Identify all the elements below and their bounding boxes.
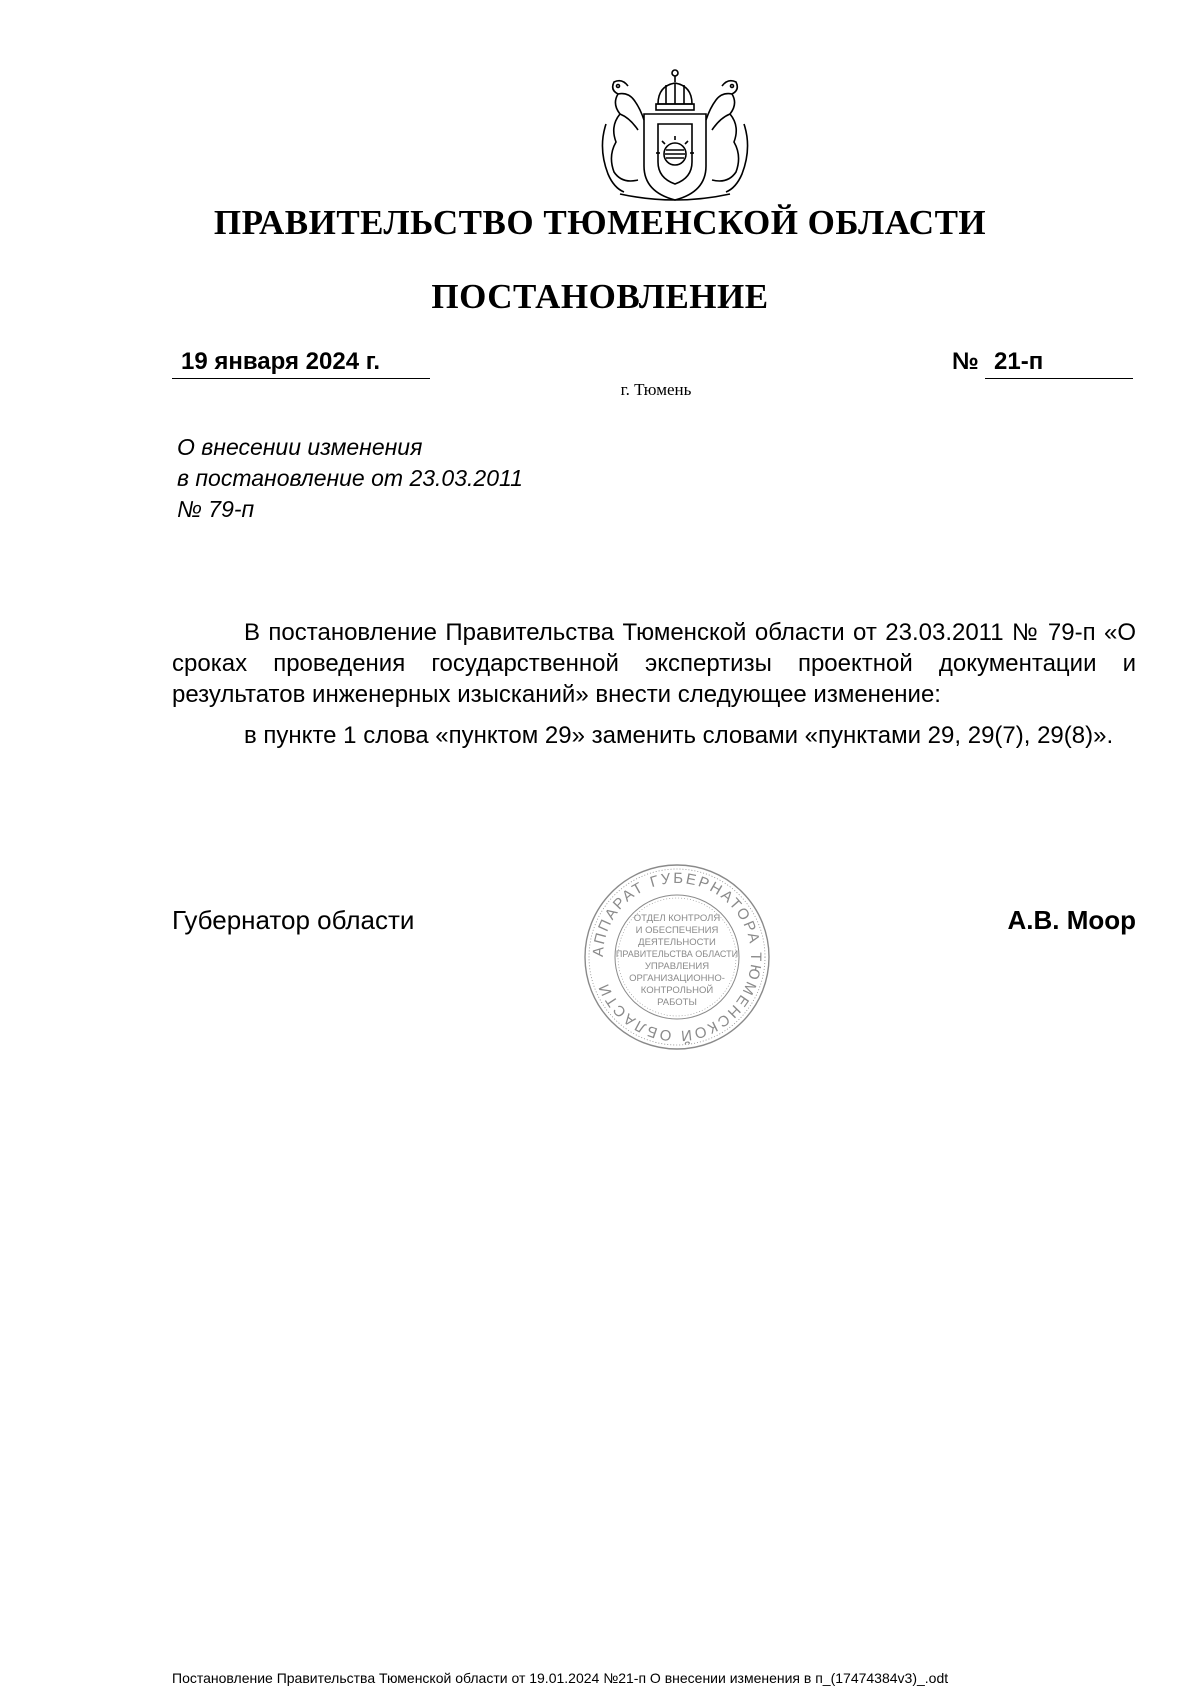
signer-name: А.В. Моор: [1007, 905, 1136, 935]
stamp-inner-line: УПРАВЛЕНИЯ: [644, 961, 710, 972]
city: г. Тюмень: [620, 380, 692, 399]
subject-line: О внесении изменения: [177, 434, 423, 460]
coat-of-arms-icon: [594, 64, 756, 206]
stamp-inner-line: ОТДЕЛ КОНТРОЛЯ: [633, 913, 721, 924]
stamp-inner-line: ДЕЯТЕЛЬНОСТИ: [638, 937, 716, 948]
stamp-inner-line: РАБОТЫ: [657, 997, 697, 1008]
stamp-inner-line: КОНТРОЛЬНОЙ: [640, 985, 714, 996]
signer-title: Губернатор области: [172, 905, 415, 935]
document-number-field: [985, 346, 1133, 379]
document-number: 21-п: [994, 348, 1044, 375]
document-subject: [177, 432, 523, 525]
subject-line: в постановление от 23.03.2011: [177, 465, 523, 491]
footer-filename: Постановление Правительства Тюменской области от 19.01.2024 №21-п О внесении изменения в п_(17474384v3)_.odt: [172, 1670, 949, 1686]
organization-title: ПРАВИТЕЛЬСТВО ТЮМЕНСКОЙ ОБЛАСТИ: [213, 203, 987, 242]
body-paragraph: В постановление Правительства Тюменской области от 23.03.2011 № 79-п «О сроках проведения государственной экспертизы проектной документации и результатов инженерных изысканий» внести следующее изменение:: [172, 619, 1136, 708]
document-date: 19 января 2024 г.: [181, 348, 380, 375]
subject-line: № 79-п: [177, 496, 255, 522]
body-paragraph: в пункте 1 слова «пунктом 29» заменить словами «пунктами 29, 29(7), 29(8)».: [244, 722, 1114, 749]
document-type: ПОСТАНОВЛЕНИЕ: [431, 277, 769, 316]
document-date-field: [172, 346, 430, 379]
document-body: [172, 617, 1136, 751]
stamp-inner-line: ОРГАНИЗАЦИОННО-: [629, 973, 725, 984]
official-stamp-icon: [582, 862, 772, 1052]
stamp-inner-line: ПРАВИТЕЛЬСТВА ОБЛАСТИ: [615, 949, 739, 959]
number-label: №: [952, 348, 979, 375]
stamp-outer-text: АППАРАТ ГУБЕРНАТОРА ТЮМЕНСКОЙ ОБЛАСТИ: [589, 869, 765, 1045]
stamp-inner-line: И ОБЕСПЕЧЕНИЯ: [635, 925, 719, 936]
